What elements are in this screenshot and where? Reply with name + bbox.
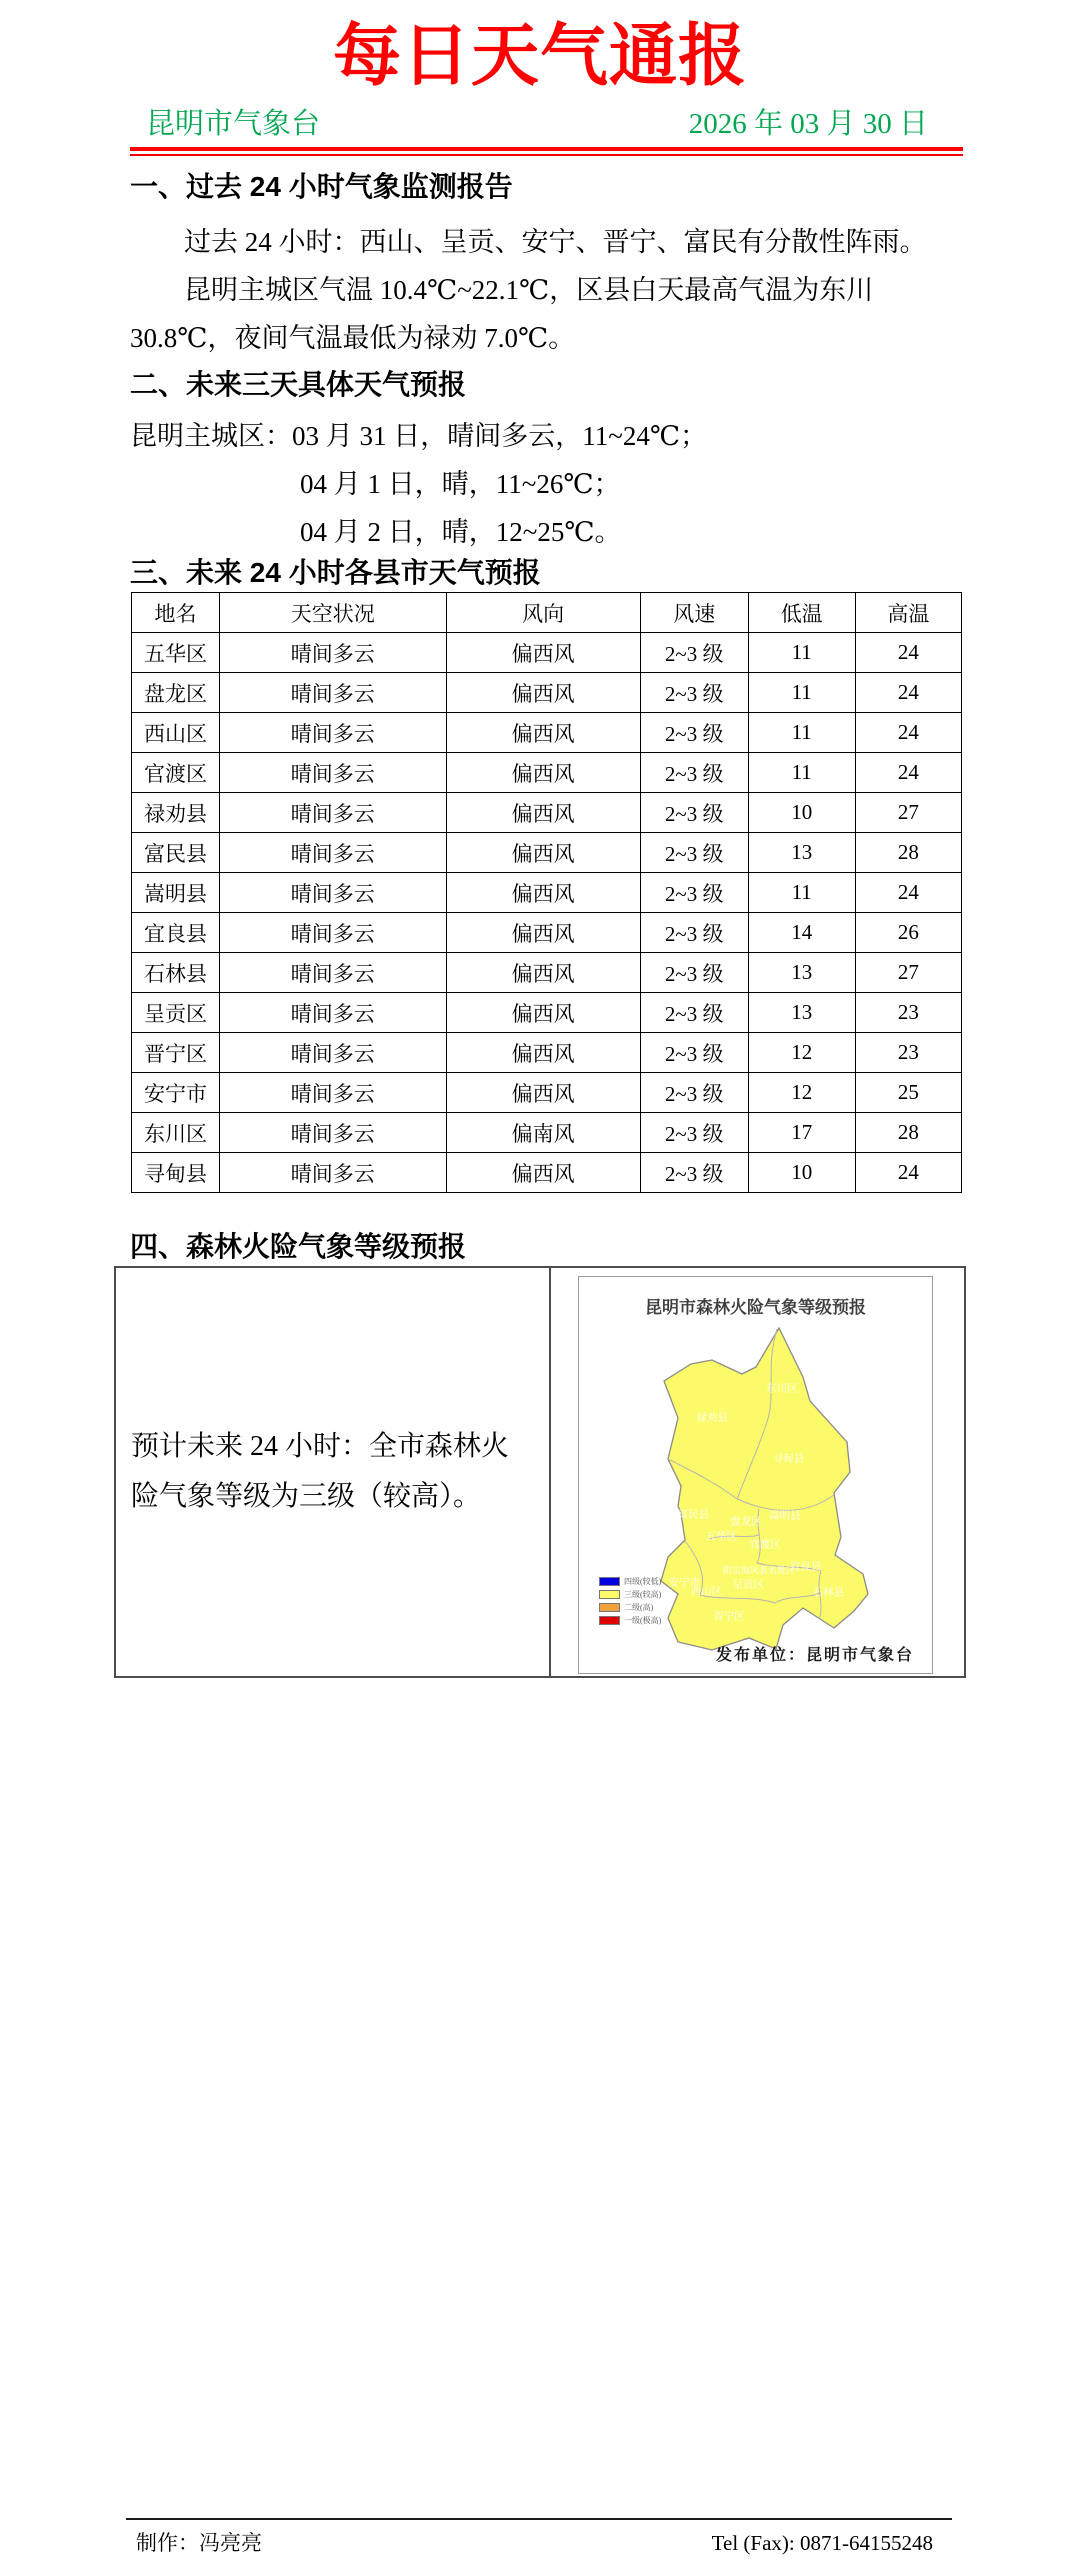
forecast-line: 04 月 1 日，晴，11~26℃； <box>300 469 621 499</box>
fire-note-line: 预计未来 24 小时：全市森林火 <box>131 1431 510 1462</box>
legend-color-swatch <box>599 1590 620 1599</box>
table-cell: 24 <box>855 713 961 753</box>
table-cell: 官渡区 <box>132 753 220 793</box>
table-cell: 13 <box>748 993 855 1033</box>
table-row <box>132 793 962 833</box>
table-cell: 24 <box>855 633 961 673</box>
table-cell: 晴间多云 <box>219 633 446 673</box>
county-forecast-table <box>131 592 962 1193</box>
legend-label: 一级(极高) <box>624 1615 662 1625</box>
legend-color-swatch <box>599 1616 620 1625</box>
table-cell: 2~3 级 <box>640 913 748 953</box>
table-row <box>132 1153 962 1193</box>
legend-item <box>599 1588 661 1600</box>
table-cell: 富民县 <box>132 833 220 873</box>
map-region-label: 石林县 <box>812 1586 845 1599</box>
map-region-label: 宜良县 <box>789 1560 822 1573</box>
section1-line: 昆明主城区气温 10.4℃~22.1℃，区县白天最高气温为东川 <box>184 275 874 305</box>
table-cell: 27 <box>855 793 961 833</box>
table-cell: 晴间多云 <box>219 1033 446 1073</box>
table-cell: 偏西风 <box>446 633 640 673</box>
table-cell: 禄劝县 <box>132 793 220 833</box>
table-row <box>132 873 962 913</box>
forecast-line: 04 月 2 日，晴，12~25℃。 <box>300 517 622 547</box>
table-cell: 26 <box>855 913 961 953</box>
table-cell: 11 <box>748 713 855 753</box>
table-cell: 2~3 级 <box>640 713 748 753</box>
footer-maker: 制作：冯亮亮 <box>136 2531 262 2555</box>
table-cell: 偏南风 <box>446 1113 640 1153</box>
table-cell: 偏西风 <box>446 793 640 833</box>
table-cell: 晋宁区 <box>132 1033 220 1073</box>
legend-item <box>599 1601 661 1613</box>
table-cell: 17 <box>748 1113 855 1153</box>
table-cell: 11 <box>748 753 855 793</box>
agency-name: 昆明市气象台 <box>146 108 321 140</box>
table-cell: 晴间多云 <box>219 913 446 953</box>
legend-color-swatch <box>599 1577 620 1586</box>
table-cell: 24 <box>855 873 961 913</box>
table-row <box>132 1033 962 1073</box>
table-row <box>132 753 962 793</box>
table-header-row <box>132 593 962 633</box>
table-cell: 晴间多云 <box>219 993 446 1033</box>
table-cell: 呈贡区 <box>132 993 220 1033</box>
table-cell: 安宁市 <box>132 1073 220 1113</box>
col-header-wind-dir: 风向 <box>446 593 640 633</box>
footer-rule <box>126 2518 952 2520</box>
map-title: 昆明市森林火险气象等级预报 <box>645 1298 866 1317</box>
table-cell: 晴间多云 <box>219 713 446 753</box>
col-header-high-temp: 高温 <box>855 593 961 633</box>
table-row <box>132 673 962 713</box>
table-cell: 27 <box>855 953 961 993</box>
footer <box>136 2528 933 2558</box>
legend-label: 三级(较高) <box>624 1589 662 1599</box>
table-cell: 偏西风 <box>446 833 640 873</box>
table-cell: 偏西风 <box>446 913 640 953</box>
table-cell: 五华区 <box>132 633 220 673</box>
map-publisher: 发布单位：昆明市气象台 <box>715 1647 914 1664</box>
table-cell: 2~3 级 <box>640 793 748 833</box>
table-cell: 13 <box>748 953 855 993</box>
map-region-label: 呈贡区 <box>732 1578 764 1591</box>
fire-risk-map-cell <box>551 1268 964 1676</box>
table-cell: 晴间多云 <box>219 793 446 833</box>
masthead <box>130 106 961 142</box>
table-row <box>132 1073 962 1113</box>
table-cell: 晴间多云 <box>219 833 446 873</box>
table-cell: 盘龙区 <box>132 673 220 713</box>
table-cell: 偏西风 <box>446 1153 640 1193</box>
section1-line: 30.8℃，夜间气温最低为禄劝 7.0℃。 <box>130 323 576 353</box>
kunming-outline-shape <box>661 1328 868 1650</box>
fire-risk-box <box>114 1266 966 1678</box>
table-cell: 25 <box>855 1073 961 1113</box>
section2-heading: 二、未来三天具体天气预报 <box>130 369 467 400</box>
legend-label: 二级(高) <box>624 1602 654 1612</box>
table-cell: 23 <box>855 1033 961 1073</box>
table-cell: 晴间多云 <box>219 873 446 913</box>
col-header-place: 地名 <box>132 593 220 633</box>
table-cell: 晴间多云 <box>219 1073 446 1113</box>
table-cell: 2~3 级 <box>640 1153 748 1193</box>
map-region-label: 官渡区 <box>749 1538 781 1550</box>
table-cell: 偏西风 <box>446 993 640 1033</box>
table-row <box>132 953 962 993</box>
table-cell: 宜良县 <box>132 913 220 953</box>
table-row <box>132 1113 962 1153</box>
section2-paragraph <box>130 412 970 556</box>
table-cell: 24 <box>855 1153 961 1193</box>
table-cell: 11 <box>748 633 855 673</box>
table-cell: 偏西风 <box>446 953 640 993</box>
table-cell: 石林县 <box>132 953 220 993</box>
table-cell: 2~3 级 <box>640 873 748 913</box>
table-cell: 晴间多云 <box>219 673 446 713</box>
map-region-label: 富民县 <box>677 1508 710 1521</box>
section3-heading: 三、未来 24 小时各县市天气预报 <box>130 557 541 588</box>
table-cell: 偏西风 <box>446 873 640 913</box>
table-cell: 偏西风 <box>446 713 640 753</box>
table-cell: 晴间多云 <box>219 1113 446 1153</box>
section4-heading: 四、森林火险气象等级预报 <box>130 1231 467 1262</box>
table-row <box>132 713 962 753</box>
table-cell: 嵩明县 <box>132 873 220 913</box>
forecast-table-body <box>132 633 962 1193</box>
table-cell: 2~3 级 <box>640 993 748 1033</box>
legend-item <box>599 1575 661 1587</box>
map-region-label: 嵩明县 <box>769 1509 801 1522</box>
table-cell: 晴间多云 <box>219 1153 446 1193</box>
col-header-wind-speed: 风速 <box>640 593 748 633</box>
table-cell: 偏西风 <box>446 1033 640 1073</box>
issue-date: 2026 年 03 月 30 日 <box>688 108 928 140</box>
section1-line: 过去 24 小时：西山、呈贡、安宁、晋宁、富民有分散性阵雨。 <box>184 227 927 257</box>
table-cell: 东川区 <box>132 1113 220 1153</box>
table-cell: 14 <box>748 913 855 953</box>
section1-heading: 一、过去 24 小时气象监测报告 <box>130 171 513 202</box>
fire-risk-note <box>116 1268 551 1676</box>
col-header-low-temp: 低温 <box>748 593 855 633</box>
table-cell: 偏西风 <box>446 753 640 793</box>
map-region-label: 禄劝县 <box>696 1411 728 1424</box>
legend-label: 四级(较低) <box>624 1576 662 1586</box>
table-cell: 28 <box>855 833 961 873</box>
table-cell: 2~3 级 <box>640 633 748 673</box>
forecast-line: 昆明主城区：03 月 31 日，晴间多云，11~24℃； <box>130 421 708 451</box>
map-region-label: 安宁市 <box>668 1576 701 1589</box>
table-cell: 2~3 级 <box>640 833 748 873</box>
table-cell: 偏西风 <box>446 1073 640 1113</box>
table-cell: 10 <box>748 793 855 833</box>
table-cell: 2~3 级 <box>640 673 748 713</box>
page-title: 每日天气通报 <box>332 18 747 94</box>
table-cell: 寻甸县 <box>132 1153 220 1193</box>
table-cell: 2~3 级 <box>640 1113 748 1153</box>
table-cell: 12 <box>748 1033 855 1073</box>
fire-risk-map-panel <box>578 1276 933 1674</box>
table-cell: 28 <box>855 1113 961 1153</box>
table-cell: 13 <box>748 833 855 873</box>
legend-item <box>599 1614 661 1626</box>
map-region-label: 东川区 <box>766 1382 798 1395</box>
col-header-sky: 天空状况 <box>219 593 446 633</box>
map-region-label: 寻甸县 <box>772 1452 805 1465</box>
legend-color-swatch <box>599 1603 620 1612</box>
table-cell: 晴间多云 <box>219 953 446 993</box>
table-cell: 23 <box>855 993 961 1033</box>
table-row <box>132 993 962 1033</box>
table-cell: 11 <box>748 673 855 713</box>
footer-tel: Tel (Fax): 0871-64155248 <box>711 2531 933 2555</box>
table-cell: 晴间多云 <box>219 753 446 793</box>
table-cell: 10 <box>748 1153 855 1193</box>
map-legend <box>599 1575 661 1627</box>
table-cell: 2~3 级 <box>640 1033 748 1073</box>
table-cell: 西山区 <box>132 713 220 753</box>
map-region-label: 阳宗海风景名胜区 <box>723 1565 796 1576</box>
map-region-label: 盘龙区 <box>730 1515 762 1528</box>
table-cell: 偏西风 <box>446 673 640 713</box>
table-row <box>132 913 962 953</box>
table-cell: 12 <box>748 1073 855 1113</box>
table-cell: 24 <box>855 673 961 713</box>
table-cell: 11 <box>748 873 855 913</box>
section1-paragraph <box>130 218 970 362</box>
table-cell: 2~3 级 <box>640 1073 748 1113</box>
map-region-label: 五华区 <box>705 1530 737 1543</box>
map-region-label: 西山区 <box>690 1585 723 1598</box>
map-region-label: 晋宁区 <box>713 1610 745 1623</box>
table-row <box>132 633 962 673</box>
table-cell: 2~3 级 <box>640 753 748 793</box>
table-cell: 24 <box>855 753 961 793</box>
table-row <box>132 833 962 873</box>
table-cell: 2~3 级 <box>640 953 748 993</box>
fire-note-line: 险气象等级为三级（较高）。 <box>131 1481 482 1512</box>
red-double-rule <box>130 147 963 156</box>
